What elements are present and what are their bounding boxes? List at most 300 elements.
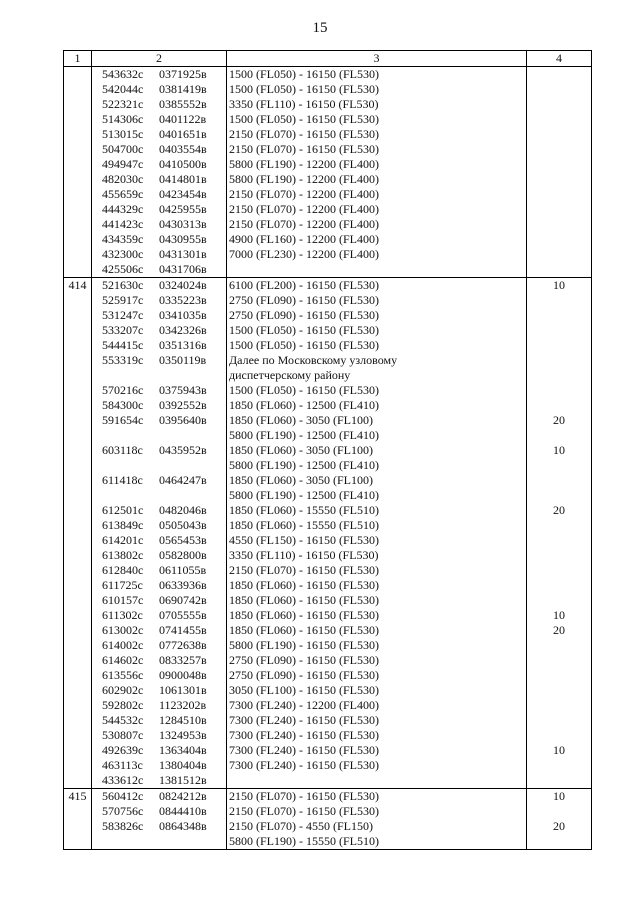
table-row <box>64 668 592 683</box>
group-id-cell <box>64 142 92 157</box>
point-cell <box>92 743 227 758</box>
value-cell <box>527 202 592 217</box>
point-code: 432300с <box>102 247 144 261</box>
point-code: 584300с <box>102 398 144 412</box>
point-cell <box>92 443 227 458</box>
table-row <box>64 683 592 698</box>
value-cell <box>527 383 592 398</box>
group-id-cell <box>64 608 92 623</box>
point-code: 592802с <box>102 698 144 712</box>
point-cell <box>92 97 227 112</box>
group-id-cell <box>64 758 92 773</box>
altitude-range-cell: 6100 (FL200) - 16150 (FL530) <box>227 278 527 294</box>
point-number: 1324953в <box>159 728 207 742</box>
value-cell <box>527 172 592 187</box>
group-id-cell <box>64 112 92 127</box>
table-row <box>64 202 592 217</box>
point-number: 0341035в <box>159 308 207 322</box>
header-col-4: 4 <box>527 51 592 67</box>
point-number: 0435952в <box>159 443 207 457</box>
page-number: 15 <box>312 20 328 36</box>
point-code: 613802с <box>102 548 144 562</box>
point-cell <box>92 698 227 713</box>
point-number: 0375943в <box>159 383 207 397</box>
point-cell <box>92 458 227 473</box>
point-cell <box>92 683 227 698</box>
altitude-range-cell: 2150 (FL070) - 16150 (FL530) <box>227 127 527 142</box>
altitude-range-cell: 4900 (FL160) - 12200 (FL400) <box>227 232 527 247</box>
point-number: 0430313в <box>159 217 207 231</box>
altitude-range-cell: 5800 (FL190) - 12200 (FL400) <box>227 172 527 187</box>
value-cell <box>527 293 592 308</box>
table-row <box>64 443 592 458</box>
table-row <box>64 278 592 294</box>
altitude-range-cell: 7300 (FL240) - 16150 (FL530) <box>227 743 527 758</box>
value-cell <box>527 157 592 172</box>
point-cell <box>92 653 227 668</box>
group-id-cell <box>64 308 92 323</box>
value-cell <box>527 262 592 278</box>
point-cell <box>92 338 227 353</box>
point-number: 0505043в <box>159 518 207 532</box>
table-row <box>64 743 592 758</box>
value-cell <box>527 82 592 97</box>
group-id-cell <box>64 262 92 278</box>
point-cell <box>92 172 227 187</box>
point-cell <box>92 383 227 398</box>
point-cell <box>92 82 227 97</box>
group-id-cell <box>64 773 92 789</box>
group-id-cell <box>64 353 92 368</box>
point-cell <box>92 398 227 413</box>
point-cell <box>92 67 227 83</box>
group-id-cell <box>64 323 92 338</box>
point-code: 610157с <box>102 593 144 607</box>
altitude-range-cell: 2150 (FL070) - 4550 (FL150) <box>227 819 527 834</box>
table-row <box>64 338 592 353</box>
point-number: 0633936в <box>159 578 207 592</box>
point-number: 1123202в <box>159 698 207 712</box>
value-cell <box>527 217 592 232</box>
point-number: 0350119в <box>159 353 207 367</box>
table-row <box>64 578 592 593</box>
point-code: 613849с <box>102 518 144 532</box>
table-row <box>64 293 592 308</box>
altitude-range-cell: 1850 (FL060) - 12500 (FL410) <box>227 398 527 413</box>
point-cell <box>92 488 227 503</box>
point-code: 614201с <box>102 533 144 547</box>
point-code: 570756с <box>102 804 144 818</box>
point-cell <box>92 578 227 593</box>
altitude-range-cell: 2150 (FL070) - 16150 (FL530) <box>227 142 527 157</box>
altitude-range-cell: 7300 (FL240) - 16150 (FL530) <box>227 713 527 728</box>
value-cell <box>527 773 592 789</box>
point-code: 492639с <box>102 743 144 757</box>
table-row <box>64 698 592 713</box>
point-number: 0401122в <box>159 112 207 126</box>
value-cell <box>527 187 592 202</box>
altitude-range-cell: 1850 (FL060) - 16150 (FL530) <box>227 593 527 608</box>
point-number: 0423454в <box>159 187 207 201</box>
table-row <box>64 458 592 473</box>
altitude-range-cell: 2750 (FL090) - 16150 (FL530) <box>227 653 527 668</box>
table-row <box>64 488 592 503</box>
point-code: 514306с <box>102 112 144 126</box>
value-cell: 20 <box>527 819 592 834</box>
group-id-cell <box>64 157 92 172</box>
table-row <box>64 728 592 743</box>
point-code: 521630с <box>102 278 144 292</box>
altitude-range-cell: 1500 (FL050) - 16150 (FL530) <box>227 383 527 398</box>
value-cell: 20 <box>527 623 592 638</box>
point-code: 613556с <box>102 668 144 682</box>
point-cell <box>92 608 227 623</box>
group-id-cell <box>64 383 92 398</box>
point-code: 525917с <box>102 293 144 307</box>
table-row <box>64 308 592 323</box>
table-row <box>64 593 592 608</box>
value-cell <box>527 533 592 548</box>
value-cell <box>527 112 592 127</box>
value-cell <box>527 247 592 262</box>
altitude-range-cell: 1500 (FL050) - 16150 (FL530) <box>227 67 527 83</box>
group-id-cell <box>64 172 92 187</box>
table-row <box>64 773 592 789</box>
value-cell: 10 <box>527 743 592 758</box>
point-code: 530807с <box>102 728 144 742</box>
point-number: 0824212в <box>159 789 207 803</box>
value-cell <box>527 142 592 157</box>
table-row <box>64 638 592 653</box>
altitude-range-cell <box>227 773 527 789</box>
value-cell <box>527 368 592 383</box>
point-code: 583826с <box>102 819 144 833</box>
point-code: 614002с <box>102 638 144 652</box>
value-cell <box>527 67 592 83</box>
point-number: 0395640в <box>159 413 207 427</box>
point-cell <box>92 623 227 638</box>
value-cell: 10 <box>527 608 592 623</box>
value-cell <box>527 338 592 353</box>
point-cell <box>92 758 227 773</box>
table-row <box>64 819 592 834</box>
point-cell <box>92 353 227 368</box>
table-row <box>64 97 592 112</box>
altitude-range-cell: 3050 (FL100) - 16150 (FL530) <box>227 683 527 698</box>
table-row <box>64 758 592 773</box>
point-cell <box>92 202 227 217</box>
value-cell <box>527 127 592 142</box>
group-id-cell <box>64 458 92 473</box>
point-number: 0864348в <box>159 819 207 833</box>
group-id-cell <box>64 232 92 247</box>
value-cell <box>527 578 592 593</box>
point-code: 544415с <box>102 338 144 352</box>
point-number: 0381419в <box>159 82 207 96</box>
point-number: 0833257в <box>159 653 207 667</box>
point-cell <box>92 473 227 488</box>
group-id-cell <box>64 819 92 834</box>
point-number: 0335223в <box>159 293 207 307</box>
table-row <box>64 804 592 819</box>
point-number: 0741455в <box>159 623 207 637</box>
value-cell <box>527 353 592 368</box>
group-id-cell <box>64 473 92 488</box>
point-code: 613002с <box>102 623 144 637</box>
group-id-cell <box>64 202 92 217</box>
table-row <box>64 368 592 383</box>
group-id-cell <box>64 578 92 593</box>
point-cell <box>92 804 227 819</box>
point-cell <box>92 563 227 578</box>
altitude-range-cell: 3350 (FL110) - 16150 (FL530) <box>227 97 527 112</box>
table-row <box>64 473 592 488</box>
point-cell <box>92 713 227 728</box>
point-code: 570216с <box>102 383 144 397</box>
value-cell <box>527 713 592 728</box>
point-cell <box>92 112 227 127</box>
point-cell <box>92 262 227 278</box>
table-row <box>64 653 592 668</box>
table-row <box>64 563 592 578</box>
altitude-range-cell: 7300 (FL240) - 16150 (FL530) <box>227 758 527 773</box>
point-number: 0425955в <box>159 202 207 216</box>
point-code: 543632с <box>102 67 144 81</box>
point-code: 611302с <box>102 608 143 622</box>
point-cell <box>92 323 227 338</box>
point-number: 0464247в <box>159 473 207 487</box>
group-id-cell <box>64 713 92 728</box>
altitude-range-cell: 2150 (FL070) - 16150 (FL530) <box>227 789 527 805</box>
value-cell <box>527 428 592 443</box>
point-code: 463113с <box>102 758 143 772</box>
value-cell <box>527 518 592 533</box>
table-row <box>64 413 592 428</box>
table-row <box>64 353 592 368</box>
point-code: 544532с <box>102 713 144 727</box>
value-cell <box>527 308 592 323</box>
value-cell <box>527 638 592 653</box>
altitude-range-cell: 5800 (FL190) - 12500 (FL410) <box>227 488 527 503</box>
point-number: 0385552в <box>159 97 207 111</box>
value-cell <box>527 398 592 413</box>
point-number: 0582800в <box>159 548 207 562</box>
table-row <box>64 713 592 728</box>
altitude-range-cell: 5800 (FL190) - 15550 (FL510) <box>227 834 527 850</box>
table-row <box>64 82 592 97</box>
group-id-cell <box>64 67 92 83</box>
altitude-range-cell: 1850 (FL060) - 16150 (FL530) <box>227 623 527 638</box>
value-cell <box>527 653 592 668</box>
value-cell <box>527 232 592 247</box>
point-number: 0351316в <box>159 338 207 352</box>
table-row <box>64 262 592 278</box>
table-row <box>64 623 592 638</box>
point-number: 0401651в <box>159 127 207 141</box>
table-row <box>64 127 592 142</box>
altitude-range-cell: 2150 (FL070) - 16150 (FL530) <box>227 804 527 819</box>
altitude-range-cell: 4550 (FL150) - 16150 (FL530) <box>227 533 527 548</box>
point-cell <box>92 834 227 850</box>
table-row <box>64 503 592 518</box>
value-cell: 10 <box>527 278 592 294</box>
value-cell <box>527 668 592 683</box>
altitude-range-cell: 1500 (FL050) - 16150 (FL530) <box>227 323 527 338</box>
value-cell: 20 <box>527 503 592 518</box>
table-row <box>64 187 592 202</box>
point-number: 0431301в <box>159 247 207 261</box>
point-code: 612501с <box>102 503 144 517</box>
point-cell <box>92 187 227 202</box>
point-number: 0431706в <box>159 262 207 276</box>
point-code: 591654с <box>102 413 144 427</box>
point-number: 0371925в <box>159 67 207 81</box>
group-id-cell: 415 <box>64 789 92 805</box>
altitude-range-cell: 5800 (FL190) - 12500 (FL410) <box>227 428 527 443</box>
group-id-cell <box>64 834 92 850</box>
point-number: 0482046в <box>159 503 207 517</box>
altitude-range-cell: 2150 (FL070) - 12200 (FL400) <box>227 202 527 217</box>
table-row <box>64 323 592 338</box>
point-cell <box>92 819 227 834</box>
value-cell: 20 <box>527 413 592 428</box>
group-id-cell: 414 <box>64 278 92 294</box>
group-id-cell <box>64 638 92 653</box>
point-code: 513015с <box>102 127 144 141</box>
group-id-cell <box>64 593 92 608</box>
value-cell <box>527 698 592 713</box>
group-id-cell <box>64 443 92 458</box>
altitude-range-cell: Далее по Московскому узловому <box>227 353 527 368</box>
point-code: 612840с <box>102 563 144 577</box>
header-col-3: 3 <box>227 51 527 67</box>
value-cell <box>527 458 592 473</box>
point-code: 482030с <box>102 172 144 186</box>
altitude-range-cell: 3350 (FL110) - 16150 (FL530) <box>227 548 527 563</box>
point-cell <box>92 773 227 789</box>
value-cell <box>527 323 592 338</box>
point-code: 542044с <box>102 82 144 96</box>
table-row <box>64 608 592 623</box>
point-number: 0403554в <box>159 142 207 156</box>
table-row <box>64 548 592 563</box>
table-row <box>64 834 592 850</box>
point-cell <box>92 593 227 608</box>
point-cell <box>92 413 227 428</box>
altitude-range-cell <box>227 262 527 278</box>
altitude-range-cell: 2750 (FL090) - 16150 (FL530) <box>227 668 527 683</box>
altitude-range-cell: 1850 (FL060) - 16150 (FL530) <box>227 578 527 593</box>
point-number: 0410500в <box>159 157 207 171</box>
point-cell <box>92 157 227 172</box>
value-cell <box>527 758 592 773</box>
point-code: 434359с <box>102 232 144 246</box>
group-id-cell <box>64 97 92 112</box>
group-id-cell <box>64 503 92 518</box>
group-id-cell <box>64 563 92 578</box>
point-cell <box>92 278 227 294</box>
table-row <box>64 398 592 413</box>
point-code: 560412с <box>102 789 144 803</box>
header-col-1: 1 <box>64 51 92 67</box>
altitude-range-cell: 1850 (FL060) - 3050 (FL100) <box>227 413 527 428</box>
table-row <box>64 518 592 533</box>
group-id-cell <box>64 187 92 202</box>
table-row <box>64 428 592 443</box>
table-row <box>64 142 592 157</box>
point-cell <box>92 308 227 323</box>
point-cell <box>92 548 227 563</box>
point-number: 0772638в <box>159 638 207 652</box>
group-id-cell <box>64 623 92 638</box>
altitude-range-cell: 5800 (FL190) - 16150 (FL530) <box>227 638 527 653</box>
point-code: 455659с <box>102 187 144 201</box>
point-cell <box>92 789 227 805</box>
value-cell: 10 <box>527 443 592 458</box>
point-cell <box>92 247 227 262</box>
point-number: 0844410в <box>159 804 207 818</box>
value-cell: 10 <box>527 789 592 805</box>
point-cell <box>92 127 227 142</box>
altitude-range-cell: 5800 (FL190) - 12500 (FL410) <box>227 458 527 473</box>
table-row <box>64 67 592 83</box>
point-number: 0690742в <box>159 593 207 607</box>
point-number: 1284510в <box>159 713 207 727</box>
group-id-cell <box>64 293 92 308</box>
table-row <box>64 533 592 548</box>
altitude-range-cell: 2150 (FL070) - 16150 (FL530) <box>227 563 527 578</box>
altitude-range-cell: 2750 (FL090) - 16150 (FL530) <box>227 308 527 323</box>
point-cell <box>92 232 227 247</box>
point-cell <box>92 518 227 533</box>
point-cell <box>92 217 227 232</box>
table-row <box>64 172 592 187</box>
altitude-range-cell: 1850 (FL060) - 15550 (FL510) <box>227 503 527 518</box>
altitude-range-cell: 1500 (FL050) - 16150 (FL530) <box>227 82 527 97</box>
value-cell <box>527 548 592 563</box>
altitude-range-cell: 7300 (FL240) - 16150 (FL530) <box>227 728 527 743</box>
point-number: 0392552в <box>159 398 207 412</box>
value-cell <box>527 97 592 112</box>
point-code: 614602с <box>102 653 144 667</box>
point-code: 444329с <box>102 202 144 216</box>
group-id-cell <box>64 82 92 97</box>
group-id-cell <box>64 247 92 262</box>
group-id-cell <box>64 518 92 533</box>
point-code: 553319с <box>102 353 144 367</box>
group-id-cell <box>64 668 92 683</box>
value-cell <box>527 834 592 850</box>
table-row <box>64 247 592 262</box>
point-code: 504700с <box>102 142 144 156</box>
group-id-cell <box>64 533 92 548</box>
point-code: 531247с <box>102 308 144 322</box>
altitude-range-cell: диспетчерскому району <box>227 368 527 383</box>
value-cell <box>527 593 592 608</box>
point-code: 522321с <box>102 97 144 111</box>
group-id-cell <box>64 804 92 819</box>
group-id-cell <box>64 548 92 563</box>
group-id-cell <box>64 368 92 383</box>
point-code: 603118с <box>102 443 143 457</box>
altitude-range-cell: 1850 (FL060) - 16150 (FL530) <box>227 608 527 623</box>
point-cell <box>92 533 227 548</box>
group-id-cell <box>64 698 92 713</box>
group-id-cell <box>64 653 92 668</box>
group-id-cell <box>64 488 92 503</box>
altitude-range-cell: 2150 (FL070) - 12200 (FL400) <box>227 217 527 232</box>
point-cell <box>92 668 227 683</box>
